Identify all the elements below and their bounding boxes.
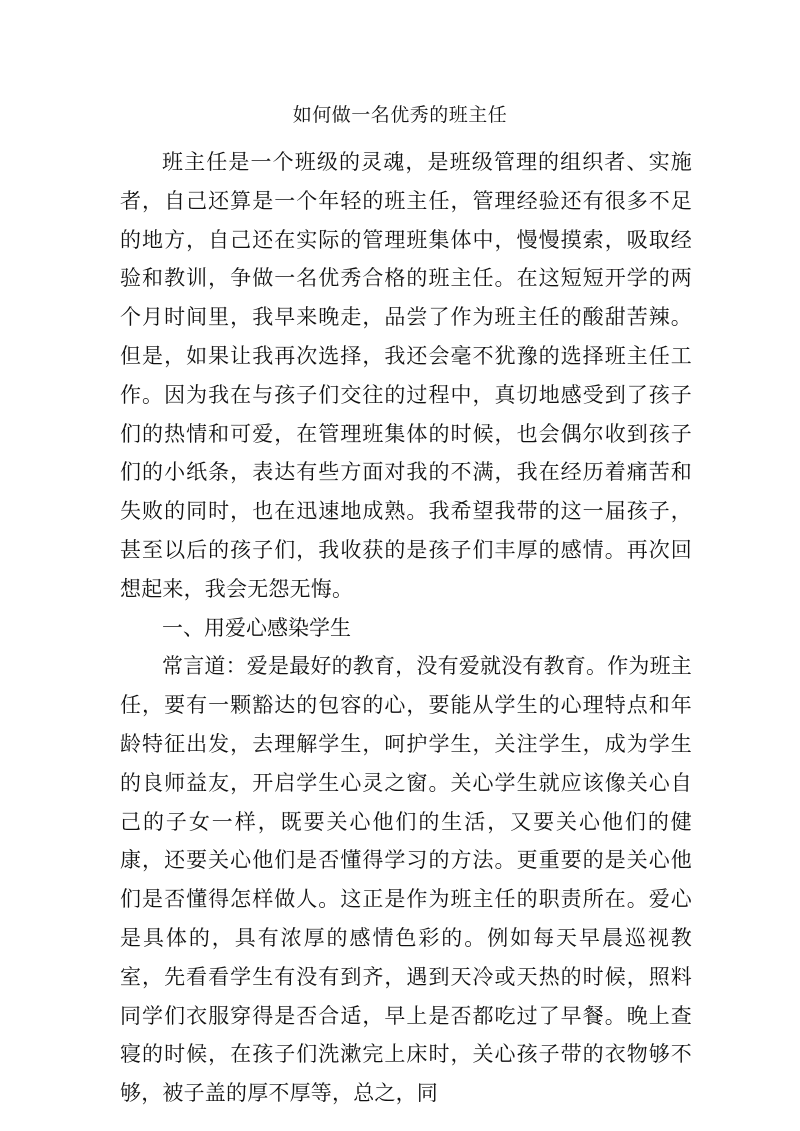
document-title: 如何做一名优秀的班主任 [292,104,508,126]
intro-paragraph: 班主任是一个班级的灵魂，是班级管理的组织者、实施者，自己还算是一个年轻的班主任，管理经验还有很多不足的地方，自己还在实际的管理班集体中，慢慢摸索，吸取经验和教训，争做一名优秀合格的班主任。在这短短开学的两个月时间里，我早来晚走，品尝了作为班主任的酸甜苦辣。但是，如果让我再次选择，我还会毫不犹豫的选择班主任工作。因为我在与孩子们交往的过程中，真切地感受到了孩子们的热情和可爱，在管理班集体的时候，也会偶尔收到孩子们的小纸条，表达有些方面对我的不满，我在经历着痛苦和失败的同时，也在迅速地成熟。我希望我带的这一届孩子，甚至以后的孩子们，我收获的是孩子们丰厚的感情。再次回想起来，我会无怨无悔。 [120,150,692,601]
section-heading: 一、用爱心感染学生 [162,615,351,640]
section-paragraph: 常言道：爱是最好的教育，没有爱就没有教育。作为班主任，要有一颗豁达的包容的心，要能从学生的心理特点和年龄特征出发，去理解学生，呵护学生，关注学生，成为学生的良师益友，开启学生心灵之窗。关心学生就应该像关心自己的子女一样，既要关心他们的生活，又要关心他们的健康，还要关心他们是否懂得学习的方法。更重要的是关心他们是否懂得怎样做人。这正是作为班主任的职责所在。爱心是具体的，具有浓厚的感情色彩的。例如每天早晨巡视教室，先看看学生有没有到齐，遇到天冷或天热的时候，照料同学们衣服穿得是否合适，早上是否都吃过了早餐。晚上查寝的时候，在孩子们洗漱完上床时，关心孩子带的衣物够不够，被子盖的厚不厚等，总之，同 [120,654,692,1106]
document-body [120,143,692,1113]
